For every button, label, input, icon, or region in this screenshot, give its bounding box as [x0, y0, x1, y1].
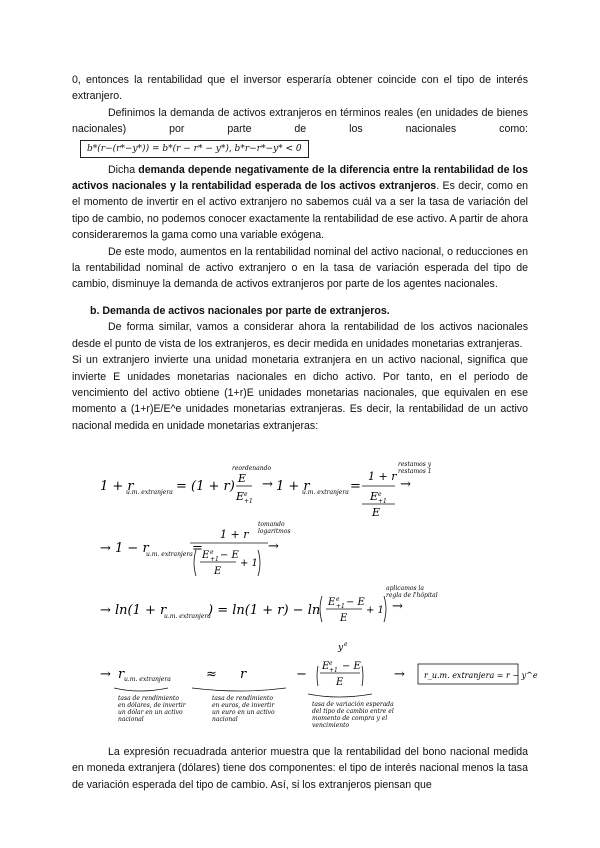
- svg-text:1 + r: 1 + r: [100, 479, 134, 494]
- svg-text:u.m. extranjera: u.m. extranjera: [302, 489, 349, 496]
- paragraph-3-lead: Dicha: [108, 163, 139, 176]
- svg-text:E: E: [370, 490, 379, 503]
- label-en-euros: en euros, de invertir: [212, 702, 275, 709]
- svg-text:E: E: [236, 490, 245, 503]
- paragraph-7: La expresión recuadrada anterior muestra que la rentabilidad del bono nacional medida en moneda extranjera (dólares) tiene dos componentes: el tipo de interés nacional menos la tasa de variación esperada del tipo de cambio. Así, si los extranjeros piensan que: [72, 746, 528, 791]
- svg-text:E: E: [202, 550, 210, 561]
- label-nacional: nacional: [118, 716, 144, 723]
- svg-text:u.m. extranjera: u.m. extranjera: [126, 489, 173, 496]
- svg-text:− E: − E: [220, 550, 239, 561]
- equation-row-3: [100, 596, 403, 624]
- annotation-restamos: restamos y: [398, 461, 432, 468]
- paragraph-4: De este modo, aumentos en la rentabilidad nominal del activo nacional, o reducciones en la rentabilidad nominal de activo extranjero o en la tasa de variación esperada del tipo de cambio, disminuye la demanda de activos extranjeros por parte de los agentes nacionales.: [72, 245, 528, 291]
- equation-row-4: [100, 641, 518, 697]
- formula-demand-foreign: b*(r−(r*−y*)) = b*(r − r* − y*), b*r−r*−y* < 0: [80, 140, 309, 158]
- svg-text:+1: +1: [378, 498, 387, 505]
- svg-text:r: r: [240, 667, 247, 682]
- svg-text:+ 1: + 1: [240, 558, 258, 569]
- svg-text:e: e: [344, 641, 348, 648]
- svg-text:→: →: [268, 539, 279, 554]
- label-un-euro: un euro en un activo: [212, 709, 275, 716]
- paragraph-2: Definimos la demanda de activos extranjeros en términos reales (en unidades de bienes nacionales) por parte de los nacionales como:: [72, 106, 528, 136]
- svg-text:E: E: [214, 566, 222, 577]
- svg-text:u.m. extranjera: u.m. extranjera: [146, 551, 193, 558]
- svg-text:+1: +1: [336, 603, 345, 610]
- svg-text:u.m. extranjera: u.m. extranjera: [164, 613, 211, 620]
- svg-text:− E: − E: [342, 661, 361, 672]
- label-vencimiento: vencimiento: [312, 722, 350, 729]
- svg-text:→: →: [400, 477, 411, 492]
- equation-row-2: [100, 528, 279, 577]
- annotation-regla: regla de l'hôpital: [386, 592, 438, 599]
- svg-text:1 + r: 1 + r: [368, 470, 397, 483]
- label-momento: momento de compra y el: [312, 715, 388, 722]
- svg-text:e: e: [244, 491, 248, 498]
- svg-text:E: E: [372, 506, 381, 519]
- svg-text:y: y: [338, 643, 344, 653]
- annotation-logaritmos: logaritmos: [258, 528, 291, 535]
- svg-text:→: →: [392, 599, 403, 614]
- svg-text:E: E: [322, 661, 330, 672]
- svg-text:e: e: [336, 596, 340, 603]
- svg-text:= (1 + r): = (1 + r): [176, 479, 235, 494]
- label-nacional-2: nacional: [212, 716, 238, 723]
- equation-row-1: [100, 470, 411, 519]
- svg-text:=: =: [192, 541, 203, 556]
- svg-text:− E: − E: [346, 597, 365, 608]
- svg-text:→: →: [262, 477, 273, 492]
- svg-text:e: e: [329, 660, 333, 667]
- svg-text:E: E: [328, 597, 336, 608]
- annotation-restamos-1: restamos 1: [398, 468, 432, 475]
- label-tasa-rend: tasa de rendimiento: [118, 695, 179, 702]
- svg-text:e: e: [378, 491, 382, 498]
- svg-text:) = ln(1 + r) − ln: ) = ln(1 + r) − ln: [208, 603, 321, 618]
- svg-text:E: E: [340, 613, 348, 624]
- label-del-tipo: del tipo de cambio entre el: [312, 708, 394, 715]
- svg-text:→ ln(1 + r: → ln(1 + r: [100, 603, 167, 618]
- svg-text:=: =: [350, 479, 361, 494]
- svg-text:→: →: [394, 667, 405, 682]
- annotation-aplicamos: aplicamos la: [386, 585, 424, 592]
- svg-text:E: E: [238, 472, 247, 485]
- closing-text: [72, 744, 528, 793]
- section-heading-b: b. Demanda de activos nacionales por parte de extranjeros.: [90, 304, 390, 317]
- svg-text:+1: +1: [210, 556, 219, 563]
- svg-text:+1: +1: [329, 667, 338, 674]
- svg-text:u.m. extranjera: u.m. extranjera: [124, 676, 171, 683]
- paragraph-3: [72, 162, 528, 244]
- svg-text:1 + r: 1 + r: [220, 528, 249, 541]
- svg-text:≈: ≈: [206, 667, 217, 682]
- label-en-activo: un dólar en un activo: [118, 709, 183, 716]
- svg-text:1 + r: 1 + r: [276, 479, 310, 494]
- svg-text:e: e: [210, 549, 214, 556]
- svg-text:−: −: [296, 667, 307, 682]
- label-tasa-var: tasa de variación esperada: [312, 701, 394, 708]
- boxed-result: r_u.m. extranjera = r − y^e: [424, 671, 538, 680]
- annotation-reordenando: reordenando: [232, 465, 272, 472]
- svg-text:r: r: [118, 667, 125, 682]
- svg-text:E: E: [336, 677, 344, 688]
- paragraph-5: De forma similar, vamos a considerar ahora la rentabilidad de los activos nacionales desde el punto de vista de los extranjeros, es decir medida en unidades monetarias extranjeras.: [72, 321, 528, 350]
- paragraph-3-rest: . Es decir, como en el momento de invertir en el activo extranjero no sabemos cuál va a ser la tasa de variación del tipo de cambio, no podemos conocer exactamente la rentabilidad de ese activo. A partir de ahora consideraremos la gama como una variable exógena.: [72, 180, 529, 242]
- paragraph-6: Si un extranjero invierte una unidad monetaria extranjera en un activo nacional, significa que invierte E unidades monetarias nacionales en dicho activo. Por tanto, en el periodo de vencimiento del activo obtiene (1+r)E unidades monetarias nacionales, que equivalen en ese momento a (1+r)E/E^e unidades monetarias extranjeras. Es decir, la rentabilidad de un activo nacional medida en unidade monetarias extranjeras:: [72, 354, 528, 432]
- paragraph-1: 0, entonces la rentabilidad que el inversor esperaría obtener coincide con el tipo de interés extranjero.: [72, 74, 528, 103]
- svg-text:→ 1 − r: → 1 − r: [100, 541, 149, 556]
- svg-text:→: →: [100, 667, 111, 682]
- label-en-dolares: en dólares, de invertir: [118, 702, 186, 709]
- svg-text:+ 1: + 1: [366, 605, 384, 616]
- document-page: [72, 72, 528, 434]
- paragraph-3-bold: demanda depende negativamente de la diferencia entre la rentabilidad de los activos nacionales y la rentabilidad esperada de los activos extranjeros: [72, 163, 528, 193]
- svg-text:+1: +1: [244, 498, 253, 505]
- annotation-tomando: tomando: [258, 521, 285, 528]
- label-tasa-rend-2: tasa de rendimiento: [212, 695, 273, 702]
